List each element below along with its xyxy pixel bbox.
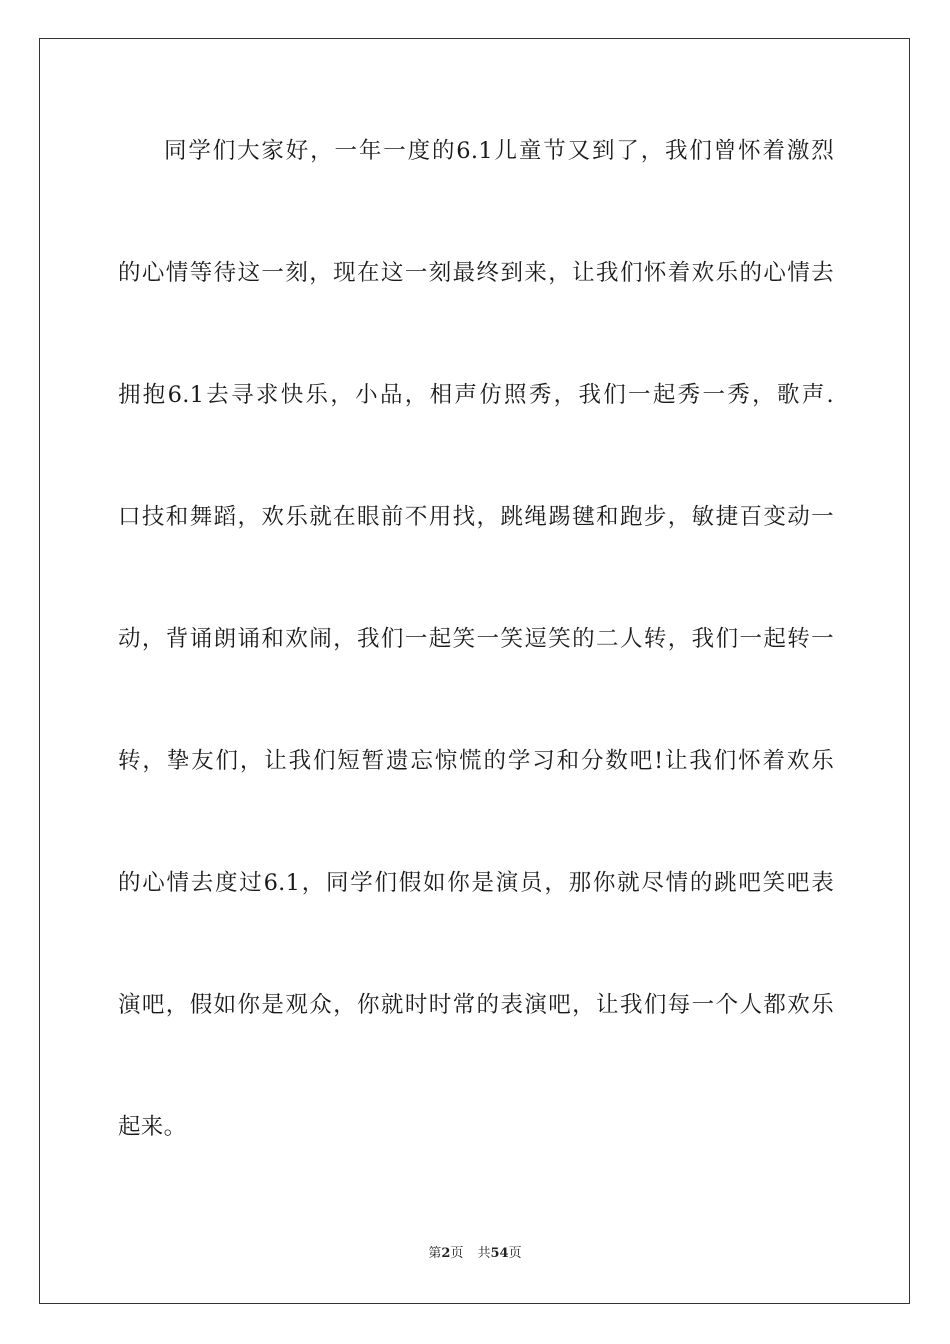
paragraph-line: 转，挚友们，让我们短暂遗忘惊慌的学习和分数吧!让我们怀着欢乐 (118, 748, 834, 774)
document-body (118, 124, 834, 1222)
page-number: 2 (441, 1246, 451, 1261)
total-pages: 54 (490, 1246, 509, 1261)
total-prefix: 共 (477, 1246, 491, 1261)
page-prefix: 第 (428, 1246, 442, 1261)
paragraph-line: 动，背诵朗诵和欢闹，我们一起笑一笑逗笑的二人转，我们一起转一 (118, 626, 834, 652)
paragraph-line: 演吧，假如你是观众，你就时时常的表演吧，让我们每一个人都欢乐 (118, 992, 834, 1018)
total-suffix: 页 (508, 1246, 522, 1261)
paragraph-line: 同学们大家好，一年一度的6.1儿童节又到了，我们曾怀着激烈 (164, 138, 834, 164)
paragraph-line: 拥抱6.1去寻求快乐，小品，相声仿照秀，我们一起秀一秀，歌声. (118, 382, 834, 408)
paragraph-line: 的心情等待这一刻，现在这一刻最终到来，让我们怀着欢乐的心情去 (118, 260, 834, 286)
page-footer (0, 1244, 950, 1264)
page-suffix: 页 (450, 1246, 464, 1261)
paragraph-line: 起来。 (118, 1114, 187, 1140)
paragraph-line: 口技和舞蹈，欢乐就在眼前不用找，跳绳踢毽和跑步，敏捷百变动一 (118, 504, 834, 530)
paragraph-line: 的心情去度过6.1，同学们假如你是演员，那你就尽情的跳吧笑吧表 (118, 870, 834, 896)
